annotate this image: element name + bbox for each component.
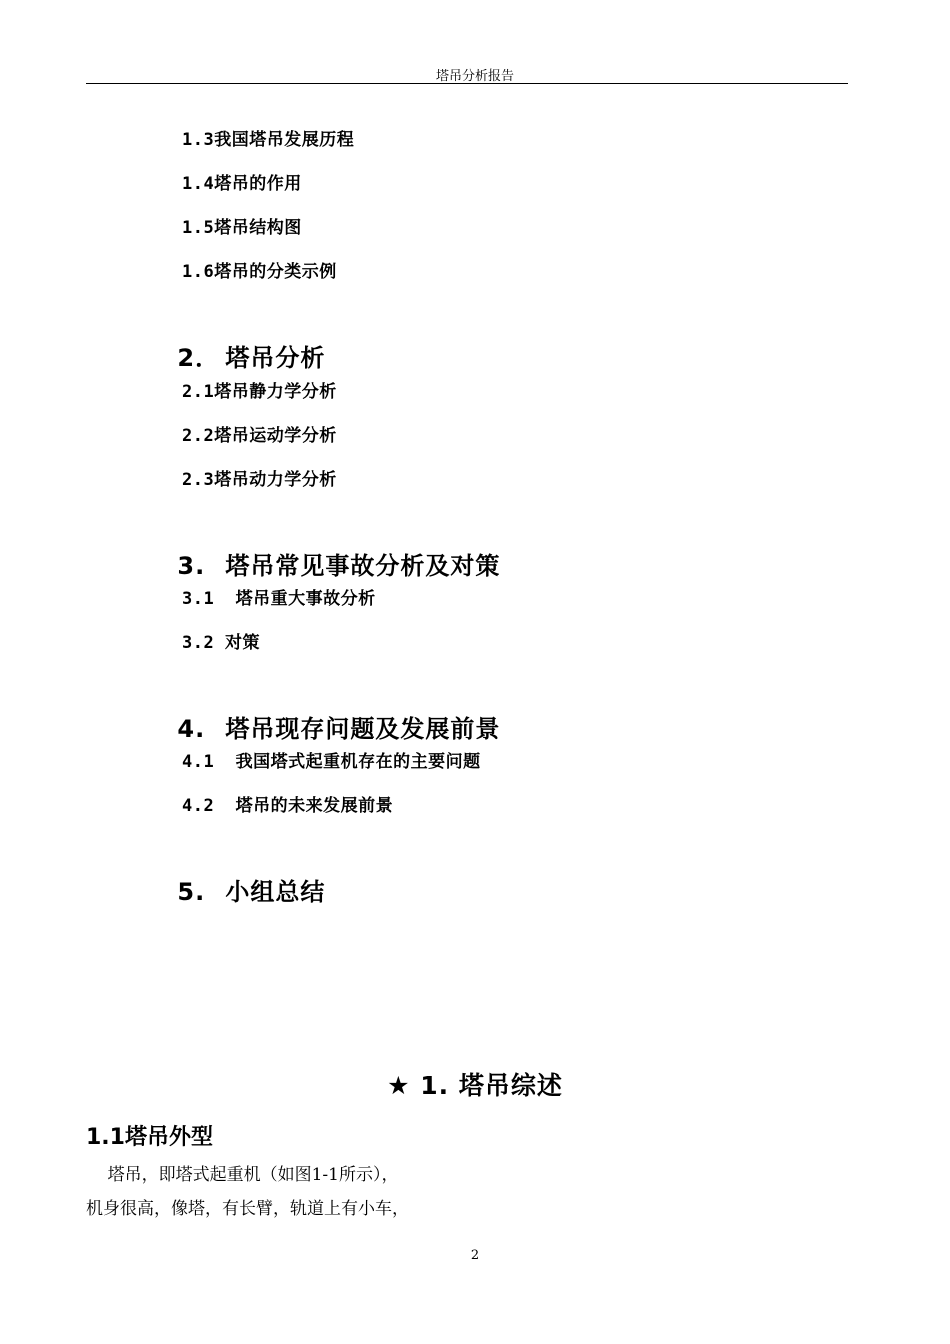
toc-item-3-1: 3.1 塔吊重大事故分析 [182, 589, 376, 609]
paragraph-line-2: 机身很高，像塔，有长臂，轨道上有小车， [86, 1199, 409, 1219]
toc-item-3-2: 3.2 对策 [182, 633, 260, 653]
toc-chapter-3-title: 塔吊常见事故分析及对策 [225, 552, 501, 580]
toc-item-1-6: 1.6塔吊的分类示例 [182, 262, 337, 282]
toc-item-2-1: 2.1塔吊静力学分析 [182, 382, 337, 402]
toc-chapter-3-number: 3. [177, 552, 206, 580]
paragraph-line-1: 塔吊，即塔式起重机（如图1-1所示）， [86, 1165, 399, 1185]
toc-item-1-4: 1.4塔吊的作用 [182, 174, 302, 194]
toc-chapter-2-title: 塔吊分析 [225, 344, 326, 372]
toc-chapter-2-number: 2． [177, 344, 221, 372]
toc-item-2-2: 2.2塔吊运动学分析 [182, 426, 337, 446]
toc-item-4-2: 4.2 塔吊的未来发展前景 [182, 796, 394, 816]
toc-item-4-1: 4.1 我国塔式起重机存在的主要问题 [182, 752, 481, 772]
toc-item-2-3: 2.3塔吊动力学分析 [182, 470, 337, 490]
toc-chapter-5-number: 5. [177, 878, 206, 906]
toc-chapter-5 [140, 844, 325, 935]
toc-chapter-4-number: 4. [177, 715, 206, 743]
page-number: 2 [470, 1248, 480, 1263]
toc-chapter-4-title: 塔吊现存问题及发展前景 [225, 715, 501, 743]
section-heading: 1.1塔吊外型 [86, 1125, 213, 1150]
toc-item-1-3: 1.3我国塔吊发展历程 [182, 130, 355, 150]
running-header: 塔吊分析报告 [435, 69, 514, 84]
toc-item-1-5: 1.5塔吊结构图 [182, 218, 302, 238]
toc-chapter-5-title: 小组总结 [225, 878, 326, 906]
header-divider [86, 83, 848, 84]
chapter-heading: ★ 1. 塔吊综述 [387, 1071, 563, 1100]
